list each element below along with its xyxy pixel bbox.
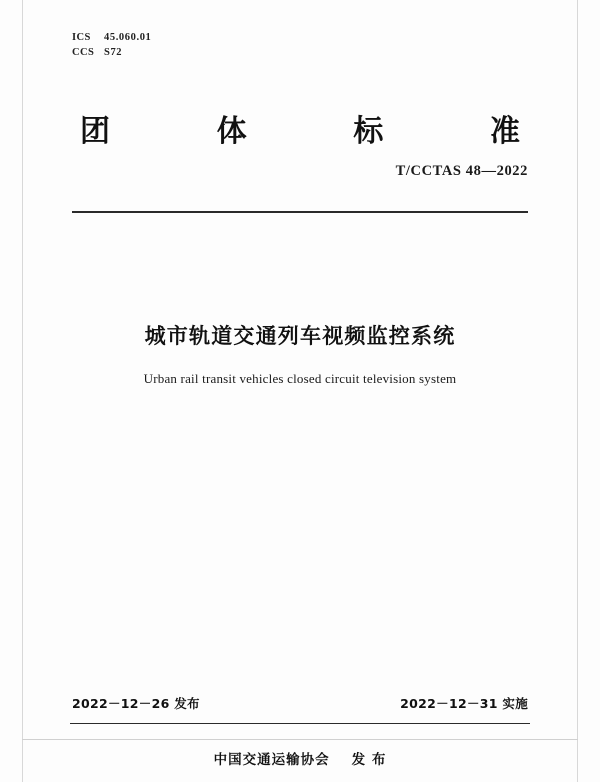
standard-number: T/CCTAS 48—2022 (395, 163, 528, 179)
publisher-line (72, 748, 528, 768)
standard-type-char-2: 体 (216, 114, 247, 149)
page-edge-right (577, 0, 578, 782)
issue-date: 2022－12－26 发布 (72, 696, 200, 711)
classification-codes (72, 30, 151, 60)
standard-type-char-4: 准 (489, 114, 520, 149)
standard-type-char-1: 团 (80, 114, 110, 149)
document-title-cn: 城市轨道交通列车视频监控系统 (144, 324, 456, 348)
standard-type-heading (80, 106, 520, 150)
implement-date: 2022－12－31 实施 (400, 696, 528, 711)
ccs-line (72, 45, 151, 60)
publisher-action: 发 布 (351, 752, 387, 768)
ics-label: ICS (72, 32, 91, 43)
header-divider (72, 211, 528, 213)
ics-line (72, 30, 151, 45)
publisher-name: 中国交通运输协会 (213, 752, 330, 768)
ccs-label: CCS (72, 47, 95, 58)
document-title-en: Urban rail transit vehicles closed circuit television system (143, 371, 457, 386)
page-edge-left (22, 0, 23, 782)
cover-content (72, 0, 528, 782)
ics-value: 45.060.01 (104, 32, 152, 43)
ccs-value: S72 (104, 47, 123, 58)
standard-type-char-3: 标 (353, 114, 384, 149)
date-row (72, 694, 528, 712)
footer-divider (70, 723, 530, 725)
